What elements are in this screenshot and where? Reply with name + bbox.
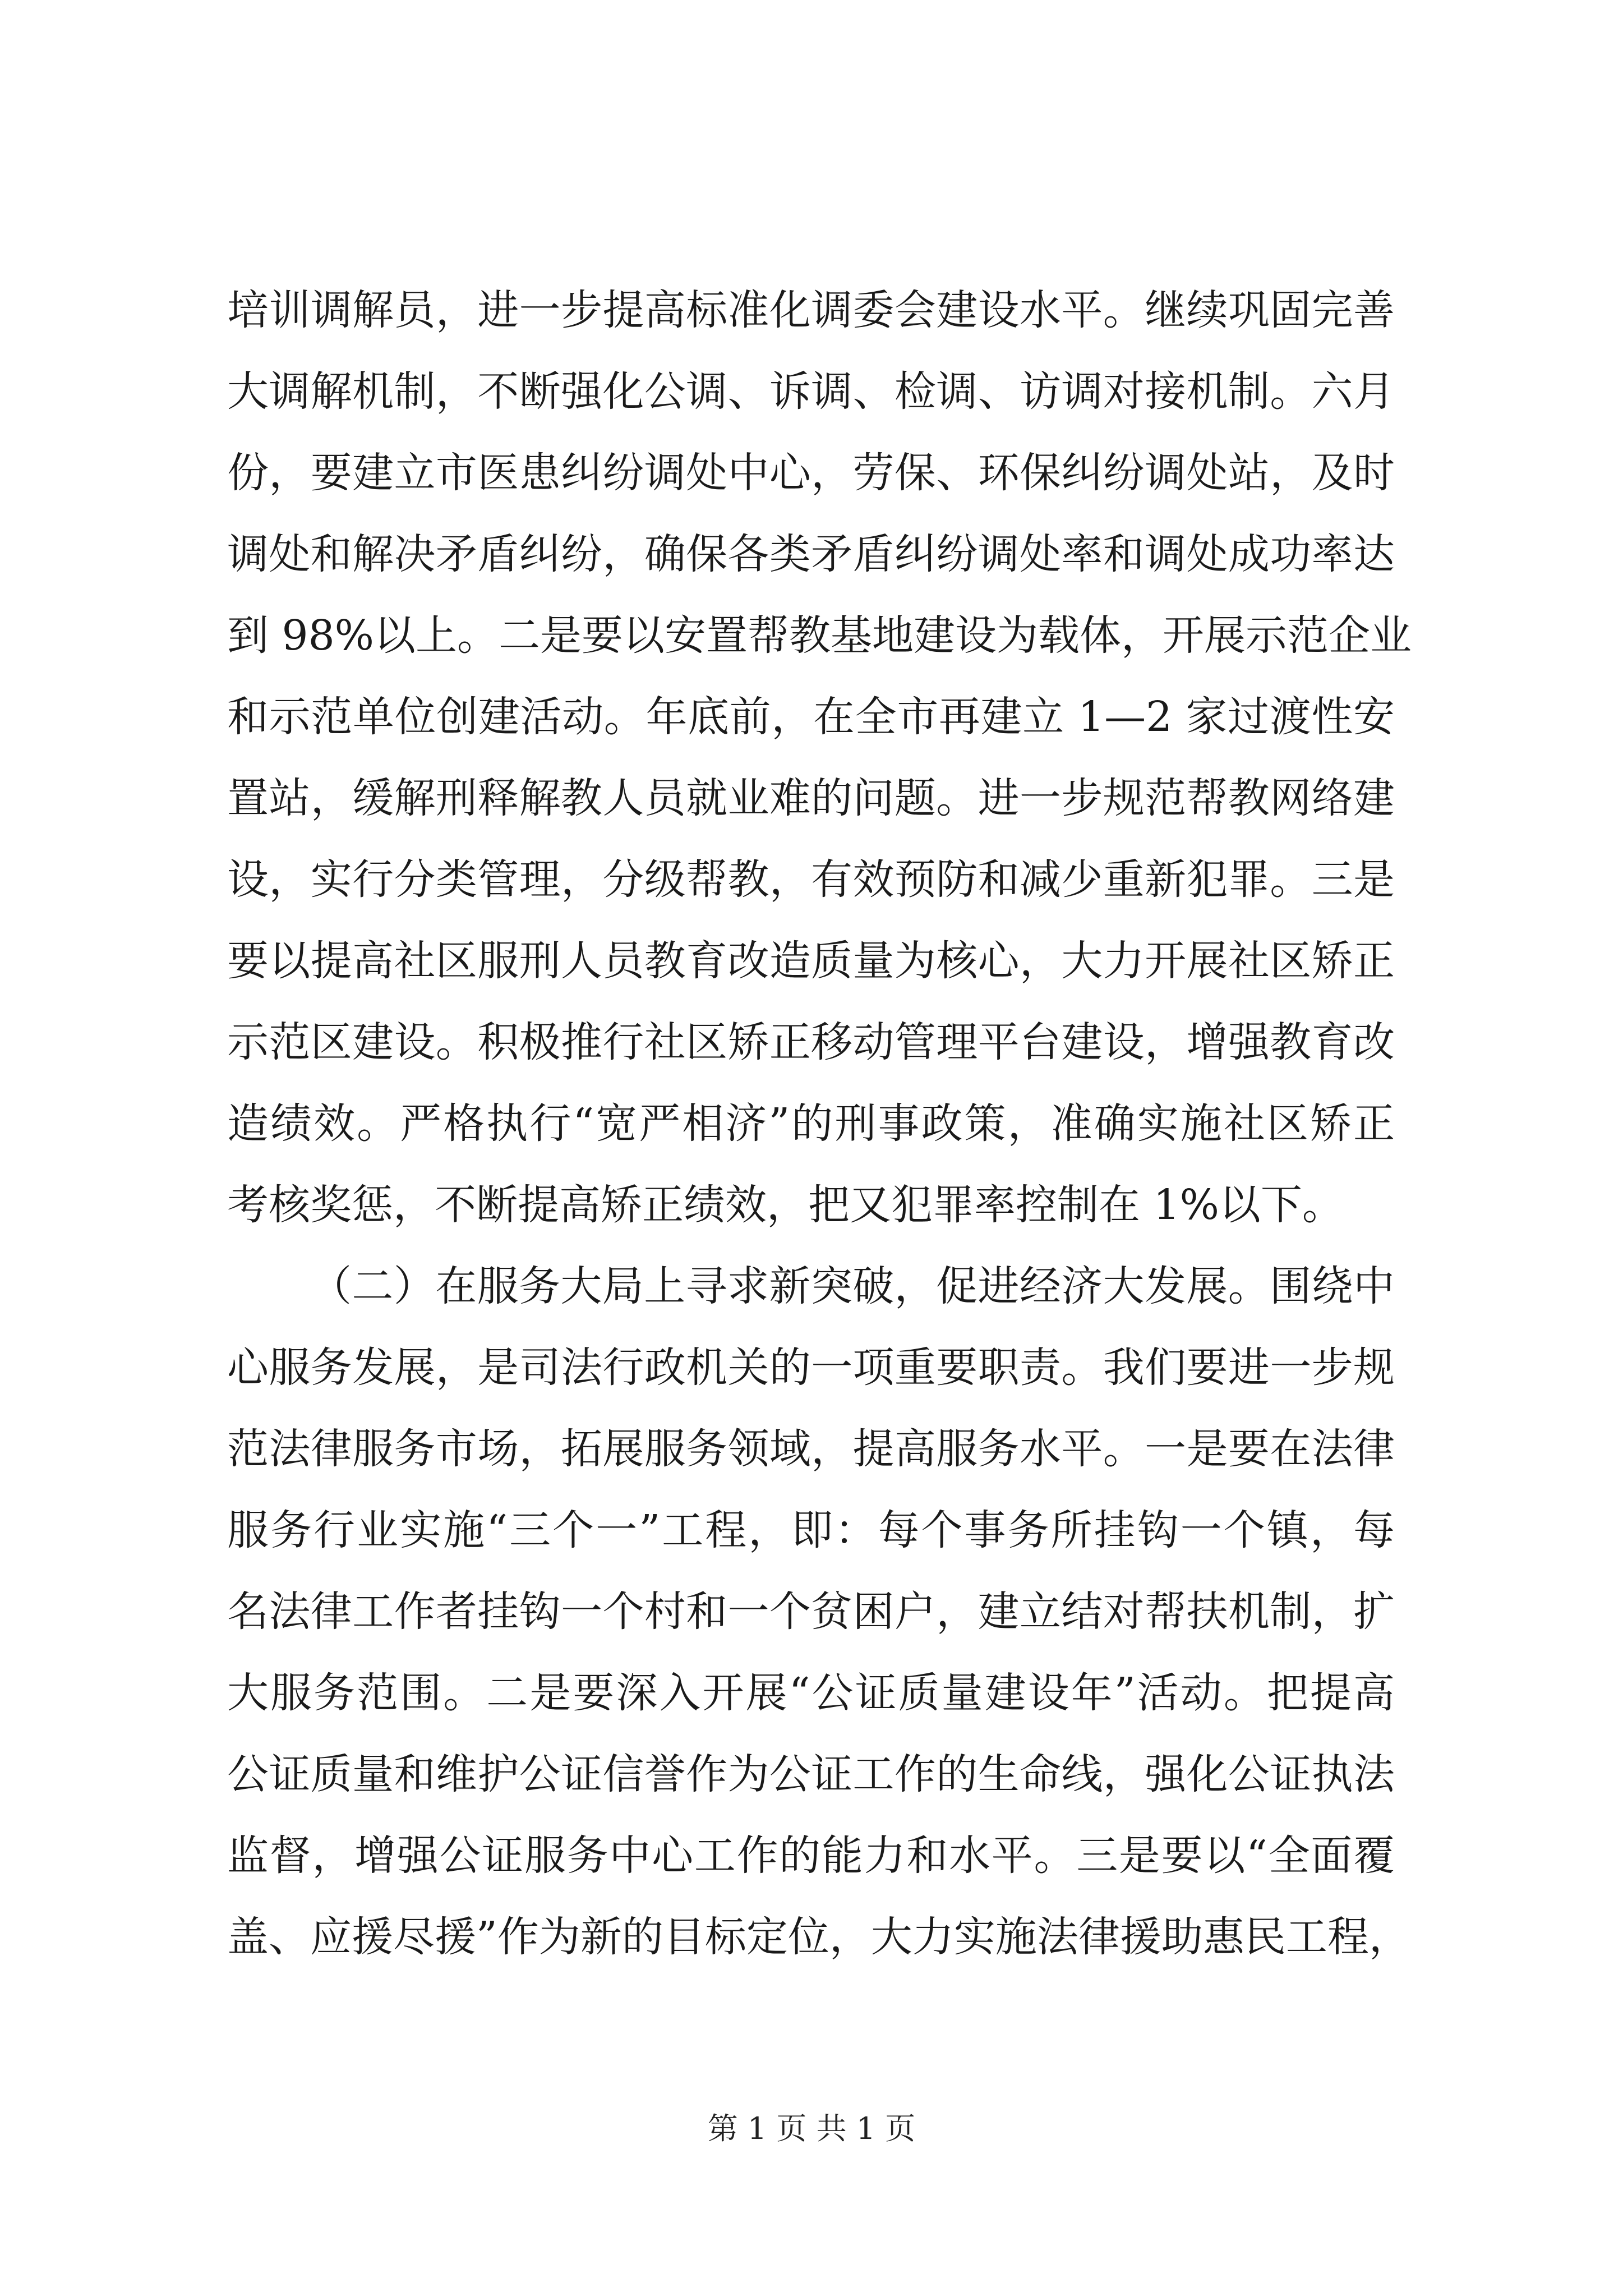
document-body xyxy=(227,283,1412,1991)
text-line: 公证质量和维护公证信誉作为公证工作的生命线，强化公证执法 xyxy=(227,1750,1395,1798)
text-line: 到 98%以上。二是要以安置帮教基地建设为载体，开展示范企业 xyxy=(227,611,1412,660)
text-line: 份，要建立市医患纠纷调处中心，劳保、环保纠纷调处站，及时 xyxy=(227,449,1395,497)
page-number-label: 第 1 页 共 1 页 xyxy=(707,2111,916,2146)
text-line: 名法律工作者挂钩一个村和一个贫困户，建立结对帮扶机制，扩 xyxy=(227,1588,1395,1636)
text-line: 调处和解决矛盾纠纷，确保各类矛盾纠纷调处率和调处成功率达 xyxy=(227,530,1395,578)
text-line: 盖、应援尽援”作为新的目标定位，大力实施法律援助惠民工程， xyxy=(227,1913,1410,1961)
text-line: 要以提高社区服刑人员教育改造质量为核心，大力开展社区矫正 xyxy=(227,937,1395,985)
page-footer xyxy=(0,2109,1623,2148)
text-line: 培训调解员，进一步提高标准化调委会建设水平。继续巩固完善 xyxy=(227,286,1395,334)
text-line: 监督，增强公证服务中心工作的能力和水平。三是要以“全面覆 xyxy=(227,1832,1395,1880)
text-line: 服务行业实施“三个一”工程，即：每个事务所挂钩一个镇，每 xyxy=(227,1506,1395,1554)
text-line: 大调解机制，不断强化公调、诉调、检调、访调对接机制。六月 xyxy=(227,367,1395,416)
text-line: 心服务发展，是司法行政机关的一项重要职责。我们要进一步规 xyxy=(227,1343,1395,1392)
text-line: 设，实行分类管理，分级帮教，有效预防和减少重新犯罪。三是 xyxy=(227,855,1395,904)
text-line-paragraph-start: （二）在服务大局上寻求新突破，促进经济大发展。围绕中 xyxy=(310,1262,1395,1310)
text-line: 和示范单位创建活动。年底前，在全市再建立 1—2 家过渡性安 xyxy=(227,693,1395,741)
text-line: 大服务范围。二是要深入开展“公证质量建设年”活动。把提高 xyxy=(227,1669,1395,1717)
text-line: 范法律服务市场，拓展服务领域，提高服务水平。一是要在法律 xyxy=(227,1425,1395,1473)
text-line: 造绩效。严格执行“宽严相济”的刑事政策，准确实施社区矫正 xyxy=(227,1099,1395,1148)
text-line-paragraph-end: 考核奖惩，不断提高矫正绩效，把又犯罪率控制在 1%以下。 xyxy=(227,1181,1344,1229)
text-line: 示范区建设。积极推行社区矫正移动管理平台建设，增强教育改 xyxy=(227,1018,1395,1066)
text-line: 置站，缓解刑释解教人员就业难的问题。进一步规范帮教网络建 xyxy=(227,774,1395,822)
